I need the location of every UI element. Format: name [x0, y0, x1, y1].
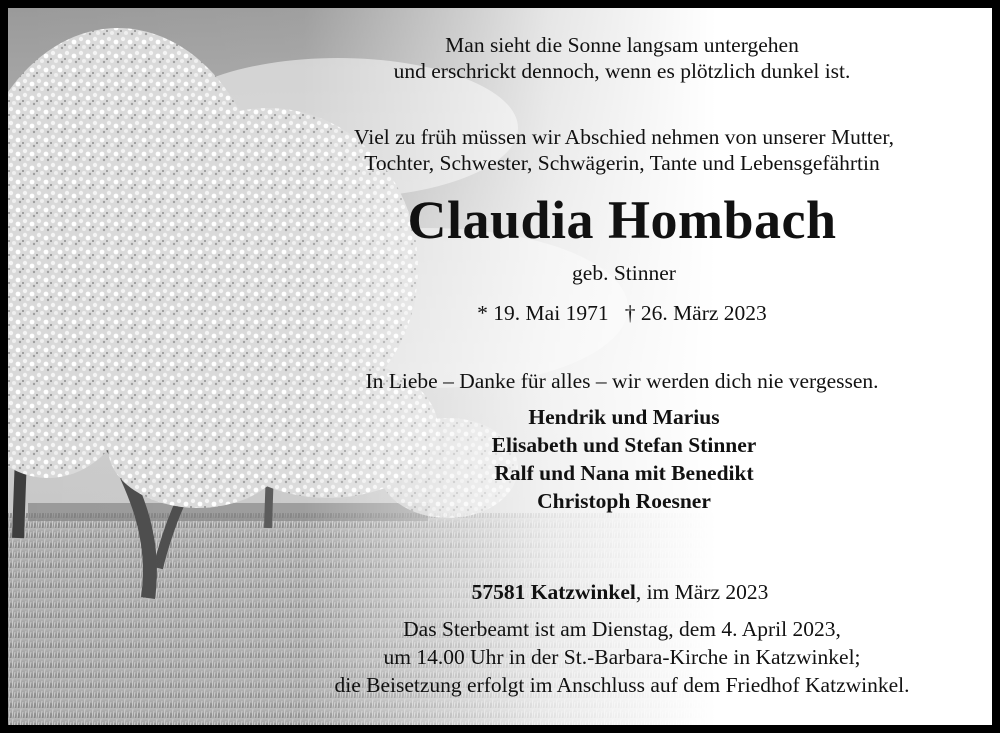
deceased-name: Claudia Hombach: [407, 190, 837, 250]
birth-name: geb. Stinner: [572, 261, 676, 285]
place-town: 57581 Katzwinkel: [471, 580, 636, 604]
mourner-3: Ralf und Nana mit Benedikt: [494, 461, 754, 485]
obituary-notice: [8, 8, 992, 725]
life-dates: [477, 300, 767, 326]
poem-line-1: Man sieht die Sonne langsam untergehen: [445, 33, 799, 57]
poem-line-2: und erschrickt dennoch, wenn es plötzlich dunkel ist.: [393, 59, 851, 83]
intro-line-2: Tochter, Schwester, Schwägerin, Tante und Lebensgefährtin: [364, 151, 880, 175]
service-line-1: Das Sterbeamt ist am Dienstag, dem 4. April 2023,: [403, 617, 841, 641]
notice-text: [8, 8, 992, 725]
place-date: [472, 579, 769, 605]
mourner-4: Christoph Roesner: [537, 489, 711, 513]
birth-date: * 19. Mai 1971: [477, 301, 609, 325]
death-date: † 26. März 2023: [624, 301, 767, 325]
service-line-3: die Beisetzung erfolgt im Anschluss auf dem Friedhof Katzwinkel.: [334, 673, 910, 697]
place-month: , im März 2023: [635, 580, 769, 604]
farewell-line: In Liebe – Danke für alles – wir werden dich nie vergessen.: [365, 369, 879, 393]
service-line-2: um 14.00 Uhr in der St.-Barbara-Kirche in Katzwinkel;: [383, 645, 861, 669]
mourner-1: Hendrik und Marius: [528, 405, 720, 429]
intro-line-1: Viel zu früh müssen wir Abschied nehmen von unserer Mutter,: [354, 125, 894, 149]
mourner-2: Elisabeth und Stefan Stinner: [491, 433, 757, 457]
